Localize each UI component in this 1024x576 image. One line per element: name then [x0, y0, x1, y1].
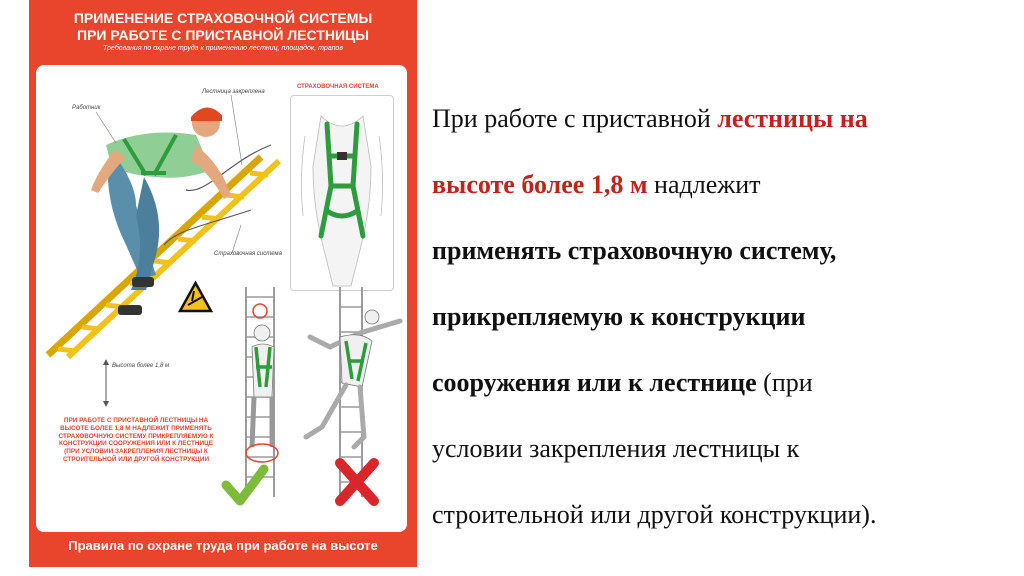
text-line-6: условии закрепления лестницы к [432, 434, 800, 463]
poster-subtitle: Требования по охране труда к применению лестниц, площадок, трапов [103, 45, 343, 52]
check-icon [222, 463, 268, 507]
label-harness-title: СТРАХОВОЧНАЯ СИСТЕМА [297, 84, 379, 90]
text-line-2-normal: надлежит [647, 170, 761, 199]
poster-title [29, 10, 417, 44]
text-line-7: строительной или другой конструкции). [432, 500, 877, 529]
text-line-4: прикрепляемую к конструкции [432, 302, 806, 331]
poster-red-note: ПРИ РАБОТЕ С ПРИСТАВНОЙ ЛЕСТНИЦЫ НА ВЫСОТЕ БОЛЕЕ 1,8 М НАДЛЕЖИТ ПРИМЕНЯТЬ СТРАХОВОЧНУЮ СИСТЕМУ ПРИКРЕПЛЯЕМУЮ К КОНСТРУКЦИИ СООРУЖЕНИЯ ИЛИ К ЛЕСТНИЦЕ (ПРИ УСЛОВИИ ЗАКРЕПЛЕНИЯ ЛЕСТНИЦЫ К СТРОИТЕЛЬНОЙ ИЛИ ДРУГОЙ КОНСТРУКЦИИ [58, 417, 214, 463]
label-safety-system: Страховочная система [214, 251, 282, 257]
cross-icon [334, 457, 380, 507]
text-line-5 [432, 350, 1002, 416]
safety-poster [29, 0, 417, 567]
text-line-5-normal: (при [756, 368, 813, 397]
text-line-1-normal: При работе с приставной [432, 104, 718, 133]
slide-text-block [432, 86, 1002, 548]
text-line-2 [432, 152, 1002, 218]
text-line-3: применять страховочную систему, [432, 236, 837, 265]
label-ladder-fixed: Лестница закреплена [202, 89, 265, 95]
poster-title-line2: ПРИ РАБОТЕ С ПРИСТАВНОЙ ЛЕСТНИЦЫ [77, 27, 369, 43]
poster-illustration-panel [36, 65, 407, 532]
text-line-5-bold: сооружения или к лестнице [432, 368, 757, 397]
poster-footer: Правила по охране труда при работе на высоте [68, 538, 378, 553]
text-line-2-red: высоте более 1,8 м [432, 170, 648, 199]
text-line-1-red: лестницы на [717, 104, 868, 133]
harness-diagram-box [290, 84, 394, 291]
label-worker: Работник [72, 105, 101, 111]
text-line-1 [432, 86, 1002, 152]
harness-figure [291, 96, 393, 290]
label-height: Высота более 1,8 м [112, 363, 170, 369]
poster-title-line1: ПРИМЕНЕНИЕ СТРАХОВОЧНОЙ СИСТЕМЫ [73, 10, 373, 26]
